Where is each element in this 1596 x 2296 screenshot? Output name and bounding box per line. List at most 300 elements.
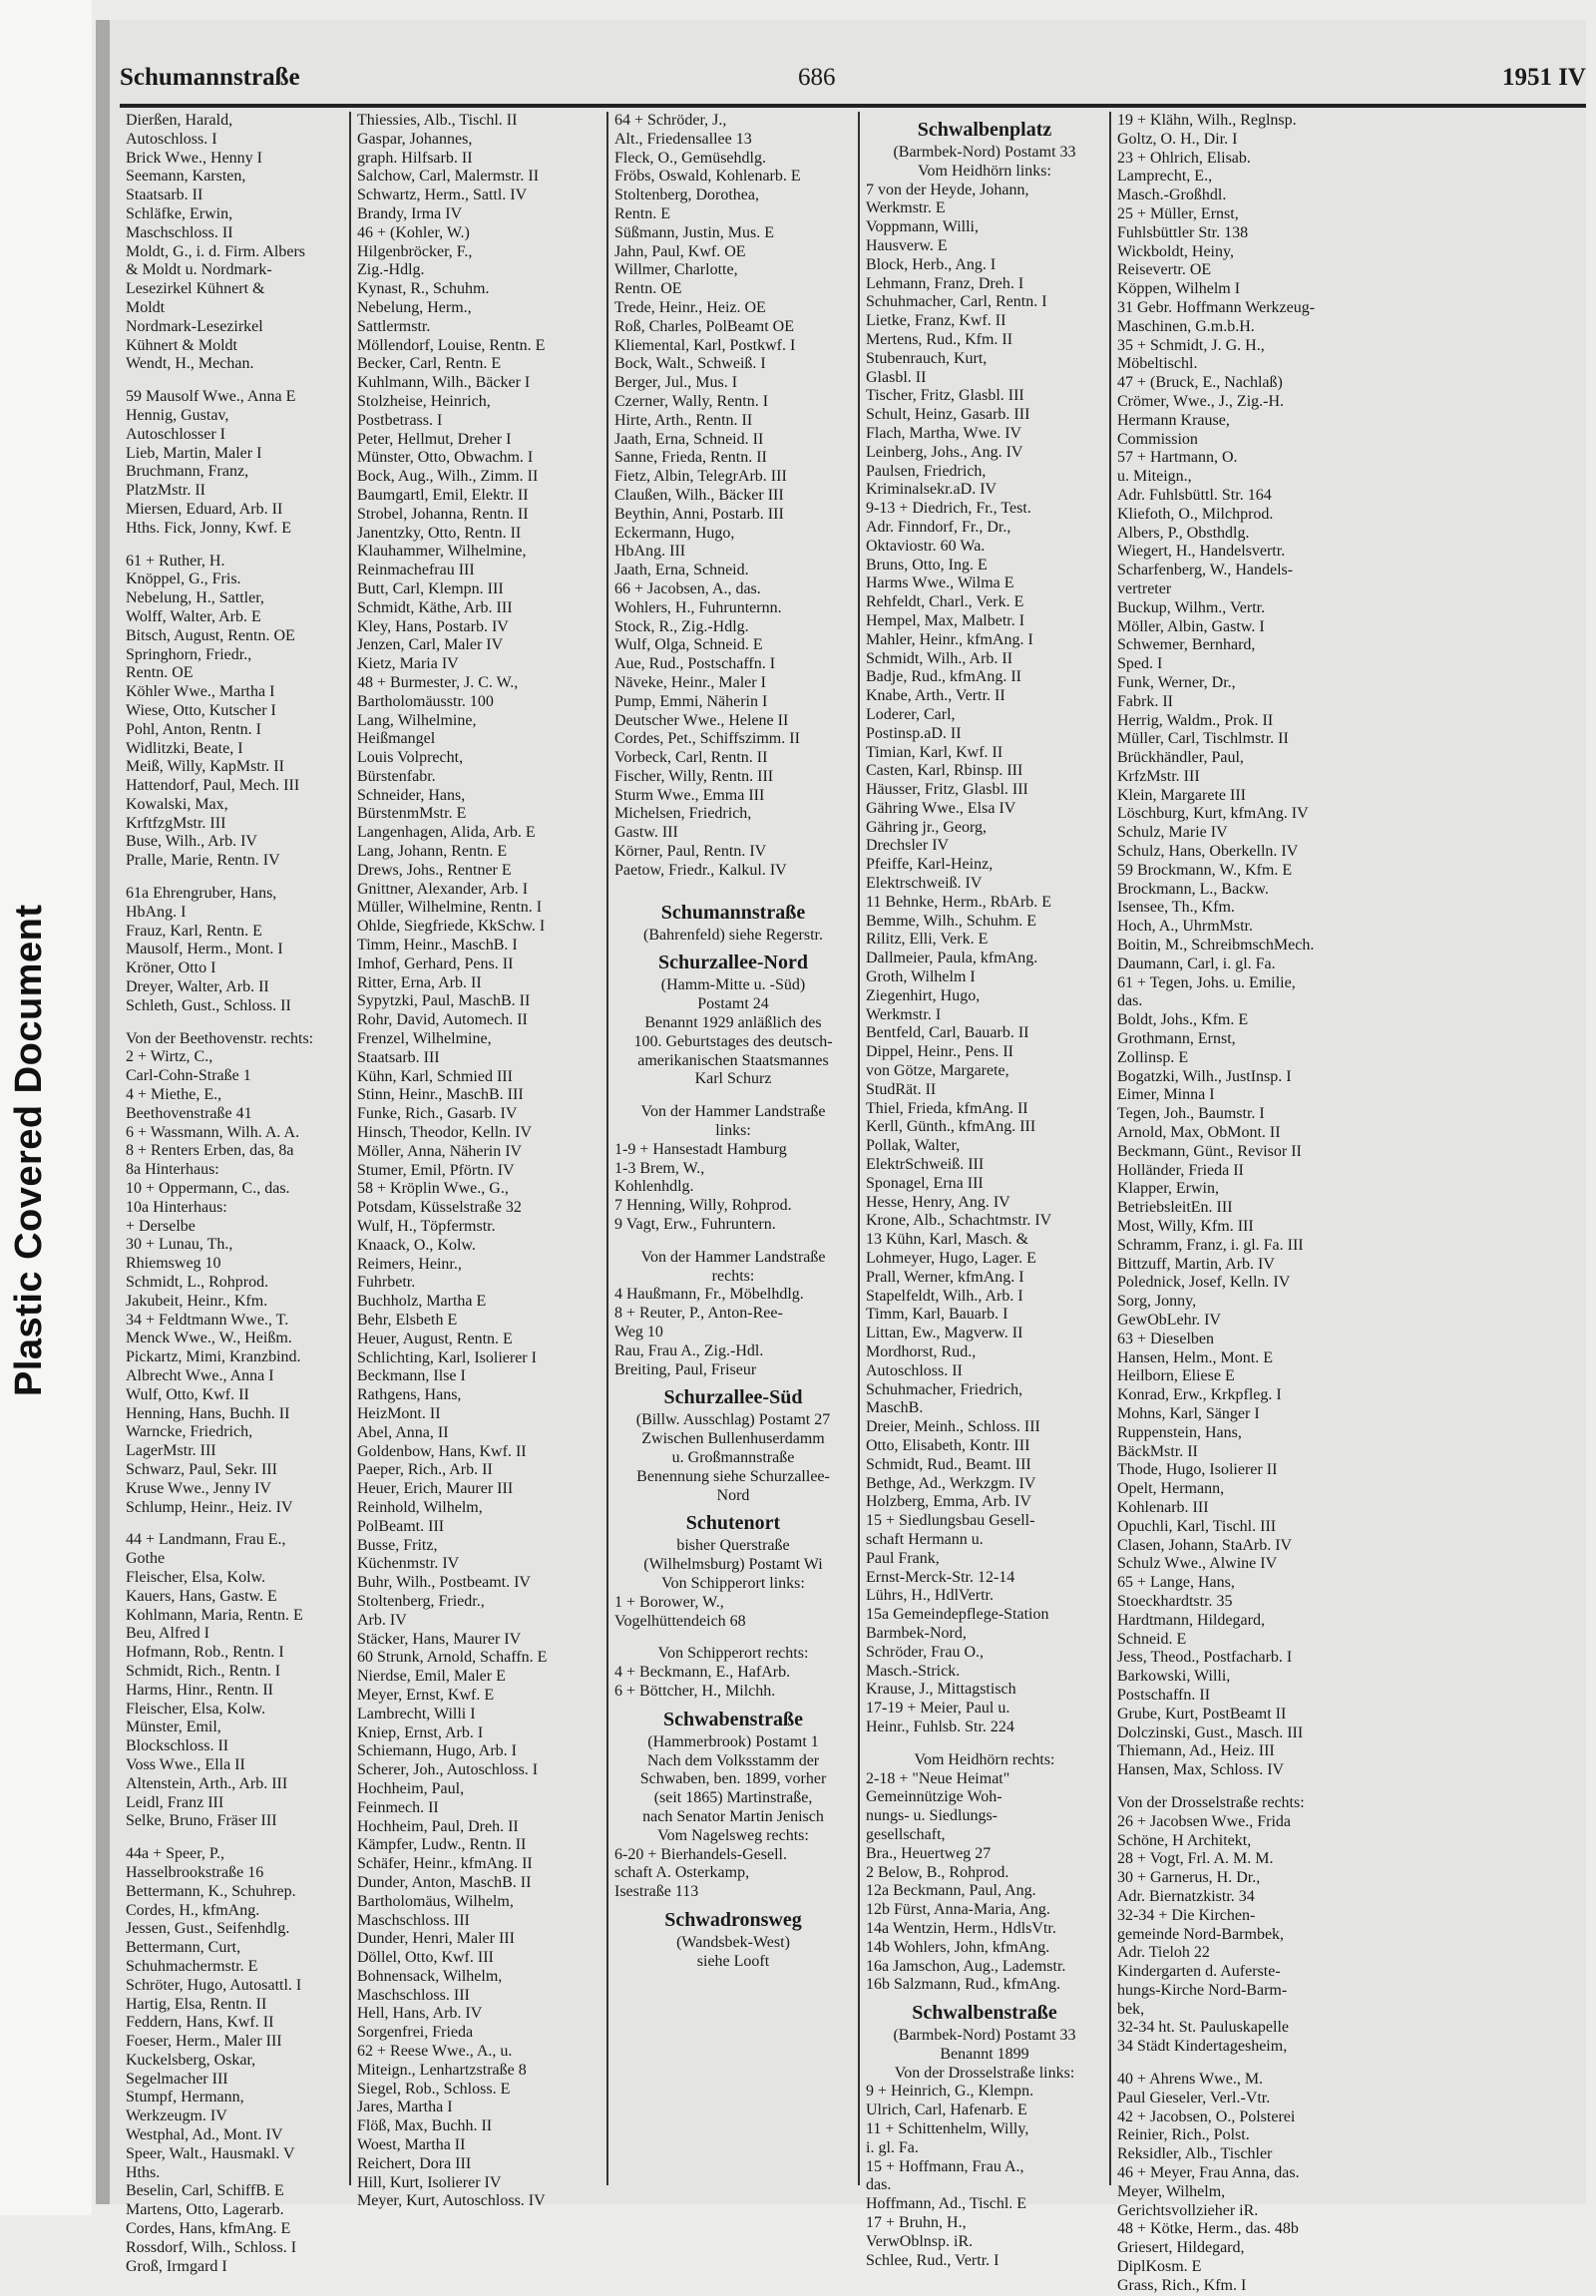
directory-entry: Kniep, Ernst, Arb. I xyxy=(357,1723,484,1741)
directory-entry: Jess, Theod., Postfacharb. I xyxy=(1117,1649,1293,1667)
directory-entry: 7 von der Heyde, Johann, xyxy=(866,181,1029,198)
directory-entry: Adr. Fuhlsbüttl. Str. 164 xyxy=(1117,486,1272,504)
street-note: (Hamm-Mitte u. -Süd) xyxy=(660,976,806,994)
directory-entry: 9-13 + Diedrich, Fr., Test. xyxy=(866,500,1031,518)
directory-entry: Daumann, Carl, i. gl. Fa. xyxy=(1117,955,1276,972)
directory-entry: Hochheim, Paul, xyxy=(357,1779,465,1797)
directory-entry: 16a Jamschon, Aug., Lademstr. xyxy=(866,1957,1066,1975)
directory-entry: Löschburg, Kurt, kfmAng. IV xyxy=(1117,805,1309,823)
directory-entry: Baumgartl, Emil, Elektr. II xyxy=(357,486,529,504)
directory-entry: 35 + Schmidt, J. G. H., xyxy=(1117,336,1265,354)
directory-entry: Bohnensack, Wilhelm, xyxy=(357,1967,503,1985)
directory-entry: Müller, Carl, Tischlmstr. II xyxy=(1117,730,1289,748)
directory-entry: 61 + Ruther, H. xyxy=(126,552,225,570)
directory-entry: Gähring Wwe., Elsa IV xyxy=(866,799,1016,817)
directory-entry: Beythin, Anni, Postarb. III xyxy=(614,505,784,523)
directory-entry: 10a Hinterhaus: xyxy=(126,1198,227,1216)
directory-entry: Dreier, Meinh., Schloss. III xyxy=(866,1418,1040,1436)
directory-entry: 2 + Wirtz, C., xyxy=(126,1048,213,1066)
street-heading: Schurzallee-Nord xyxy=(658,952,808,974)
street-note: links: xyxy=(715,1122,751,1140)
directory-entry: Scherer, Joh., Autoschloss. I xyxy=(357,1761,539,1779)
directory-entry: Kietz, Maria IV xyxy=(357,655,459,673)
directory-entry: 15 + Hoffmann, Frau A., xyxy=(866,2157,1024,2175)
directory-entry: 42 + Jacobsen, O., Polsterei xyxy=(1117,2107,1296,2125)
directory-entry: Hoffmann, Ad., Tischl. E xyxy=(866,2195,1027,2213)
column-5 xyxy=(1111,112,1367,2294)
directory-entry: Boitin, M., SchreibmschMech. xyxy=(1117,937,1315,955)
directory-entry: Most, Willy, Kfm. III xyxy=(1117,1218,1254,1236)
directory-entry: Kowalski, Max, xyxy=(126,795,228,813)
directory-entry: Heuer, August, Rentn. E xyxy=(357,1330,513,1347)
street-note: bisher Querstraße xyxy=(676,1537,790,1555)
directory-entry: Foeser, Herm., Maler III xyxy=(126,2033,282,2051)
directory-entry: Konrad, Erw., Krkpfleg. I xyxy=(1117,1386,1282,1404)
directory-entry: 47 + (Bruck, E., Nachlaß) xyxy=(1117,374,1283,392)
directory-entry: Weg 10 xyxy=(614,1324,663,1341)
directory-entry: Reinmachefrau III xyxy=(357,562,475,579)
directory-entry: Bethge, Ad., Werkzgm. IV xyxy=(866,1474,1036,1492)
directory-entry: Cordes, Hans, kfmAng. E xyxy=(126,2220,291,2238)
directory-entry: Von der Drosselstraße rechts: xyxy=(1117,1793,1305,1811)
directory-entry: Rentn. OE xyxy=(614,280,682,298)
directory-entry: Bogatzki, Wilh., JustInsp. I xyxy=(1117,1067,1292,1085)
directory-entry: Herrig, Waldm., Prok. II xyxy=(1117,711,1274,729)
directory-entry: Knöppel, G., Fris. xyxy=(126,571,241,588)
directory-entry: Hartig, Elsa, Rentn. II xyxy=(126,1995,267,2013)
scanner-margin xyxy=(0,0,92,2215)
directory-entry: Sturm Wwe., Emma III xyxy=(614,786,765,804)
directory-entry: Imhof, Gerhard, Pens. II xyxy=(357,955,514,972)
directory-entry: Wickboldt, Heiny, xyxy=(1117,242,1234,260)
directory-entry: Heuer, Erich, Maurer III xyxy=(357,1480,514,1498)
directory-entry: Schläfke, Erwin, xyxy=(126,204,233,222)
directory-entry: Kley, Hans, Postarb. IV xyxy=(357,617,509,635)
directory-entry: Münster, Emil, xyxy=(126,1719,221,1736)
directory-entry: Brockmann, L., Backw. xyxy=(1117,880,1269,898)
directory-entry: Speer, Walt., Hausmakl. V xyxy=(126,2144,295,2162)
directory-entry: Harms Wwe., Wilma E xyxy=(866,574,1014,592)
directory-entry: Vogelhüttendeich 68 xyxy=(614,1612,746,1630)
directory-entry: 44 + Landmann, Frau E., xyxy=(126,1531,286,1549)
directory-entry: Hermann Krause, xyxy=(1117,411,1230,429)
directory-entry: Schwartz, Herm., Sattl. IV xyxy=(357,187,528,204)
directory-entry: Döllel, Otto, Kwf. III xyxy=(357,1949,494,1967)
directory-entry: 57 + Hartmann, O. xyxy=(1117,449,1238,467)
directory-entry: LagerMstr. III xyxy=(126,1442,216,1460)
directory-entry: Otto, Elisabeth, Kontr. III xyxy=(866,1436,1030,1454)
directory-entry: Lietke, Franz, Kwf. II xyxy=(866,312,1006,330)
directory-entry: Wohlers, H., Fuhrunternn. xyxy=(614,598,782,616)
directory-entry: Michelsen, Friedrich, xyxy=(614,805,752,823)
directory-entry: Frenzel, Wilhelmine, xyxy=(357,1030,492,1048)
directory-entry: Nierdse, Emil, Maler E xyxy=(357,1668,506,1686)
directory-entry: Knaack, O., Kolw. xyxy=(357,1236,476,1254)
directory-entry: Schwemer, Bernhard, xyxy=(1117,636,1256,654)
directory-entry: 34 Städt Kindertagesheim, xyxy=(1117,2038,1288,2056)
street-note: siehe Looft xyxy=(696,1952,770,1970)
directory-entry: Reisevertr. OE xyxy=(1117,261,1212,279)
directory-entry: hungs-Kirche Nord-Barm- xyxy=(1117,1981,1288,1999)
directory-entry: 6-20 + Bierhandels-Gesell. xyxy=(614,1845,787,1863)
directory-entry: 10 + Oppermann, C., das. xyxy=(126,1180,290,1198)
directory-entry: Näveke, Heinr., Maler I xyxy=(614,673,766,691)
directory-entry: Langenhagen, Alida, Arb. E xyxy=(357,824,536,842)
directory-entry: nungs- u. Siedlungs- xyxy=(866,1807,998,1825)
directory-entry: Staatsarb. III xyxy=(357,1048,440,1066)
directory-entry: Maschinen, G.m.b.H. xyxy=(1117,317,1255,335)
directory-entry: Feinmech. II xyxy=(357,1798,439,1816)
directory-entry: Pollak, Walter, xyxy=(866,1137,961,1155)
directory-entry: Moldt, G., i. d. Firm. Albers xyxy=(126,242,306,260)
directory-entry: Bartholomäus, Wilhelm, xyxy=(357,1892,514,1910)
street-note: Von Schipperort links: xyxy=(661,1574,805,1592)
directory-entry: Möllendorf, Louise, Rentn. E xyxy=(357,336,546,354)
directory-entry: Scharfenberg, W., Handels- xyxy=(1117,562,1294,579)
directory-entry: Beselin, Carl, SchiffB. E xyxy=(126,2182,284,2200)
directory-entry: Schöne, H Architekt, xyxy=(1117,1831,1252,1849)
directory-entry: Meyer, Kurt, Autoschloss. IV xyxy=(357,2192,546,2210)
directory-entry: Bartholomäusstr. 100 xyxy=(357,692,494,710)
street-note: (Wandsbek-West) xyxy=(676,1933,790,1951)
directory-entry: Wiegert, H., Handelsvertr. xyxy=(1117,543,1286,561)
directory-entry: Kühn, Karl, Schmied III xyxy=(357,1067,513,1085)
directory-entry: 8 + Renters Erben, das, 8a xyxy=(126,1142,294,1160)
directory-entry: Barmbek-Nord, xyxy=(866,1624,967,1642)
directory-entry: Stinn, Heinr., MaschB. III xyxy=(357,1086,524,1104)
directory-entry: Funke, Rich., Gasarb. IV xyxy=(357,1105,518,1123)
directory-entry: Salchow, Carl, Malermstr. II xyxy=(357,168,540,186)
spacer xyxy=(866,1737,1103,1751)
directory-entry: Fleischer, Elsa, Kolw. xyxy=(126,1700,266,1718)
directory-entry: 14a Wentzin, Herm., HdlsVtr. xyxy=(866,1919,1056,1937)
directory-entry: Littan, Ew., Magverw. II xyxy=(866,1325,1023,1342)
street-note: Vom Nagelsweg rechts: xyxy=(657,1826,809,1844)
directory-entry: Schmidt, Wilh., Arb. II xyxy=(866,649,1013,667)
directory-entry: 8 + Reuter, P., Anton-Ree- xyxy=(614,1305,783,1323)
directory-entry: 40 + Ahrens Wwe., M. xyxy=(1117,2071,1264,2089)
directory-entry: Rilitz, Elli, Verk. E xyxy=(866,931,989,949)
directory-entry: Schuhmacher, Friedrich, xyxy=(866,1380,1023,1398)
street-note: u. Großmannstraße xyxy=(671,1449,795,1466)
directory-entry: Hasselbrookstraße 16 xyxy=(126,1863,264,1881)
directory-entry: Drechsler IV xyxy=(866,837,950,855)
directory-entry: Adr. Biernatzkistr. 34 xyxy=(1117,1887,1255,1905)
directory-entry: Adr. Tieloh 22 xyxy=(1117,1944,1210,1962)
directory-entry: 65 + Lange, Hans, xyxy=(1117,1574,1235,1592)
directory-entry: 63 + Dieselben xyxy=(1117,1330,1214,1347)
directory-entry: Flach, Martha, Wwe. IV xyxy=(866,424,1022,442)
directory-entry: Berger, Jul., Mus. I xyxy=(614,374,738,392)
directory-entry: Gaspar, Johannes, xyxy=(357,130,473,148)
directory-entry: Dreyer, Walter, Arb. II xyxy=(126,978,269,996)
directory-entry: Prall, Werner, kfmAng. I xyxy=(866,1268,1024,1286)
directory-entry: Butt, Carl, Klempn. III xyxy=(357,579,504,597)
directory-entry: Jahn, Paul, Kwf. OE xyxy=(614,242,746,260)
directory-entry: 59 Brockmann, W., Kfm. E xyxy=(1117,861,1293,879)
directory-entry: Lieb, Martin, Maler I xyxy=(126,444,262,462)
directory-entry: Schmidt, Käthe, Arb. III xyxy=(357,598,513,616)
directory-entry: Hesse, Henry, Ang. IV xyxy=(866,1193,1010,1211)
directory-entry: Groß, Irmgard I xyxy=(126,2257,227,2275)
directory-entry: Bra., Heuertweg 27 xyxy=(866,1844,992,1862)
directory-entry: Hths. xyxy=(126,2163,161,2181)
directory-entry: Mohns, Karl, Sänger I xyxy=(1117,1404,1260,1422)
directory-entry: Hardtmann, Hildegard, xyxy=(1117,1611,1265,1629)
directory-entry: Albrecht Wwe., Anna I xyxy=(126,1367,274,1384)
directory-entry: Rehfeldt, Charl., Verk. E xyxy=(866,593,1024,611)
directory-entry: Potsdam, Küsselstraße 32 xyxy=(357,1199,522,1217)
directory-entry: Stubenrauch, Kurt, xyxy=(866,349,988,367)
directory-entry: Clasen, Johann, StaArb. IV xyxy=(1117,1536,1293,1554)
directory-entry: Hansen, Helm., Mont. E xyxy=(1117,1348,1273,1366)
directory-entry: Münster, Otto, Obwachm. I xyxy=(357,449,534,467)
directory-entry: Griesert, Hildegard, xyxy=(1117,2239,1245,2257)
directory-entry: Abel, Anna, II xyxy=(357,1423,449,1441)
directory-entry: Holzberg, Emma, Arb. IV xyxy=(866,1493,1031,1511)
directory-entry: Mahler, Heinr., kfmAng. I xyxy=(866,630,1033,648)
directory-entry: Gothe xyxy=(126,1550,166,1568)
spacer xyxy=(126,1831,343,1845)
directory-entry: Buchholz, Martha E xyxy=(357,1293,487,1311)
directory-entry: Arb. IV xyxy=(357,1611,407,1629)
spacer xyxy=(614,1235,852,1249)
directory-entry: Schleth, Gust., Schloss. II xyxy=(126,996,291,1014)
directory-entry: Bettermann, Curt, xyxy=(126,1939,241,1957)
directory-entry: Loderer, Carl, xyxy=(866,705,956,723)
directory-entry: Mausolf, Herm., Mont. I xyxy=(126,941,283,958)
directory-entry: Breiting, Paul, Friseur xyxy=(614,1360,757,1378)
directory-entry: Timian, Karl, Kwf. II xyxy=(866,743,1003,761)
directory-entry: Hell, Hans, Arb. IV xyxy=(357,2005,483,2023)
directory-entry: Schramm, Franz, i. gl. Fa. III xyxy=(1117,1236,1304,1254)
directory-entry: Reimers, Heinr., xyxy=(357,1255,462,1273)
directory-entry: Fuhlsbüttler Str. 138 xyxy=(1117,223,1249,241)
directory-entry: Rohr, David, Automech. II xyxy=(357,1011,528,1029)
directory-entry: 31 Gebr. Hoffmann Werkzeug- xyxy=(1117,298,1316,316)
directory-entry: Kauers, Hans, Gastw. E xyxy=(126,1587,277,1605)
directory-entry: Ernst-Merck-Str. 12-14 xyxy=(866,1568,1015,1586)
directory-entry: 28 + Vogt, Frl. A. M. M. xyxy=(1117,1850,1274,1868)
directory-entry: Seemann, Karsten, xyxy=(126,168,246,186)
directory-entry: Kynast, R., Schuhm. xyxy=(357,280,490,298)
directory-entry: 6 + Wassmann, Wilh. A. A. xyxy=(126,1123,300,1141)
column-4 xyxy=(860,112,1111,2269)
directory-entry: VerwOblnsp. iR. xyxy=(866,2232,974,2250)
directory-entry: 1-3 Brem, W., xyxy=(614,1159,705,1177)
spacer xyxy=(614,1089,852,1103)
directory-entry: 34 + Feldtmann Wwe., T. xyxy=(126,1311,289,1329)
directory-entry: vertreter xyxy=(1117,579,1172,597)
directory-entry: Hofmann, Rob., Rentn. I xyxy=(126,1644,284,1662)
directory-entry: Maschschloss. III xyxy=(357,1911,470,1929)
directory-entry: Eckermann, Hugo, xyxy=(614,524,735,542)
directory-entry: Schwarz, Paul, Sekr. III xyxy=(126,1460,277,1478)
directory-entry: Lührs, H., HdlVertr. xyxy=(866,1587,994,1605)
directory-entry: Miersen, Eduard, Arb. II xyxy=(126,500,283,518)
directory-entry: Leidl, Franz III xyxy=(126,1793,224,1811)
directory-entry: Masch.-Großhdl. xyxy=(1117,187,1227,204)
directory-entry: HeizMont. II xyxy=(357,1404,441,1422)
directory-entry: Brandy, Irma IV xyxy=(357,204,463,222)
directory-entry: Carl-Cohn-Straße 1 xyxy=(126,1067,251,1085)
directory-entry: Menck Wwe., W., Heißm. xyxy=(126,1330,292,1347)
directory-entry: gesellschaft, xyxy=(866,1825,946,1843)
directory-entry: Schuhmachermstr. E xyxy=(126,1957,258,1975)
spacer xyxy=(126,871,343,885)
directory-entry: Commission xyxy=(1117,430,1198,448)
directory-entry: Peter, Hellmut, Dreher I xyxy=(357,430,512,448)
directory-entry: 19 + Klähn, Wilh., Reglnsp. xyxy=(1117,112,1297,129)
directory-entry: Pohl, Anton, Rentn. I xyxy=(126,720,262,738)
directory-entry: Fuhrbetr. xyxy=(357,1274,416,1292)
street-note: Von der Hammer Landstraße xyxy=(640,1248,826,1266)
directory-entry: Sattlermstr. xyxy=(357,317,431,335)
directory-entry: Wolff, Walter, Arb. E xyxy=(126,607,261,625)
directory-entry: Zig.-Hdlg. xyxy=(357,261,425,279)
directory-entry: Blockschloss. II xyxy=(126,1737,229,1755)
directory-entry: Goldenbow, Hans, Kwf. II xyxy=(357,1442,527,1460)
directory-entry: Stock, R., Zig.-Hdlg. xyxy=(614,617,749,635)
directory-entry: 48 + Burmester, J. C. W., xyxy=(357,673,519,691)
directory-entry: 12a Beckmann, Paul, Ang. xyxy=(866,1882,1036,1900)
directory-entry: Schlump, Heinr., Heiz. IV xyxy=(126,1498,293,1516)
directory-entry: Harms, Hinr., Rentn. II xyxy=(126,1681,273,1699)
header-street: Schumannstraße xyxy=(120,64,300,91)
street-note: Benennung siehe Schurzallee- xyxy=(636,1467,830,1485)
directory-entry: KrfzMstr. III xyxy=(1117,767,1200,785)
directory-entry: Oktaviostr. 60 Wa. xyxy=(866,537,986,555)
directory-entry: Hill, Kurt, Isolierer IV xyxy=(357,2173,502,2191)
directory-entry: 32-34 + Die Kirchen- xyxy=(1117,1906,1256,1924)
directory-entry: Heilborn, Eliese E xyxy=(1117,1367,1235,1385)
directory-entry: Jaath, Erna, Schneid. xyxy=(614,562,749,579)
directory-entry: Köppen, Wilhelm I xyxy=(1117,280,1241,298)
directory-entry: Kliemental, Karl, Postkwf. I xyxy=(614,336,796,354)
directory-entry: 25 + Müller, Ernst, xyxy=(1117,204,1239,222)
directory-entry: 4 + Miethe, E., xyxy=(126,1086,222,1104)
directory-entry: Timm, Karl, Bauarb. I xyxy=(866,1306,1008,1324)
directory-entry: Autoschloss. I xyxy=(126,130,217,148)
spacer xyxy=(126,539,343,553)
column-1 xyxy=(120,112,351,2275)
street-note: Von der Hammer Landstraße xyxy=(640,1103,826,1121)
directory-entry: Adr. Finndorf, Fr., Dr., xyxy=(866,518,1011,536)
directory-entry: Müller, Wilhelmine, Rentn. I xyxy=(357,899,543,917)
directory-entry: Beethovenstraße 41 xyxy=(126,1104,252,1122)
directory-entry: Hinsch, Theodor, Kelln. IV xyxy=(357,1124,533,1142)
directory-entry: Stäcker, Hans, Maurer IV xyxy=(357,1630,522,1648)
directory-entry: Martens, Otto, Lagerarb. xyxy=(126,2201,284,2219)
directory-entry: Beckmann, Günt., Revisor II xyxy=(1117,1142,1302,1160)
directory-entry: Lesezirkel Kühnert & xyxy=(126,280,265,298)
directory-entry: 14b Wohlers, John, kfmAng. xyxy=(866,1938,1050,1956)
directory-entry: MaschB. xyxy=(866,1399,924,1417)
directory-entry: Sponagel, Erna III xyxy=(866,1174,984,1192)
directory-entry: Bock, Aug., Wilh., Zimm. II xyxy=(357,468,539,486)
street-heading: Schwalbenstraße xyxy=(912,2002,1057,2025)
directory-entry: HbAng. III xyxy=(614,543,686,561)
directory-entry: 8a Hinterhaus: xyxy=(126,1161,219,1179)
directory-entry: Czerner, Wally, Rentn. I xyxy=(614,392,769,410)
directory-entry: Drews, Johs., Rentner E xyxy=(357,861,512,879)
directory-entry: Busse, Fritz, xyxy=(357,1536,438,1554)
street-note: (Billw. Ausschlag) Postamt 27 xyxy=(635,1411,831,1429)
directory-entry: Möller, Anna, Näherin IV xyxy=(357,1142,523,1160)
directory-entry: & Moldt u. Nordmark- xyxy=(126,261,272,279)
directory-entry: Lang, Wilhelmine, xyxy=(357,711,477,729)
directory-entry: Dolczinski, Gust., Masch. III xyxy=(1117,1723,1304,1741)
directory-entry: Schröter, Hugo, Autosattl. I xyxy=(126,1976,302,1994)
directory-entry: Pralle, Marie, Rentn. IV xyxy=(126,852,280,870)
directory-entry: 61 + Tegen, Johs. u. Emilie, xyxy=(1117,973,1296,991)
directory-entry: Casten, Karl, Rbinsp. III xyxy=(866,762,1023,780)
directory-entry: Moldt xyxy=(126,298,166,316)
directory-entry: Grass, Rich., Kfm. I xyxy=(1117,2276,1247,2294)
directory-entry: Möller, Albin, Gastw. I xyxy=(1117,617,1265,635)
directory-entry: Thode, Hugo, Isolierer II xyxy=(1117,1461,1278,1479)
street-note: Zwischen Bullenhuserdamm xyxy=(641,1430,825,1448)
directory-columns xyxy=(120,112,1586,2294)
directory-entry: HbAng. I xyxy=(126,903,187,921)
directory-entry: Heißmangel xyxy=(357,730,436,748)
directory-entry: Pump, Emmi, Näherin I xyxy=(614,692,768,710)
directory-entry: Deutscher Wwe., Helene II xyxy=(614,711,789,729)
directory-entry: Kohlenarb. III xyxy=(1117,1498,1209,1516)
directory-entry: 46 + Meyer, Frau Anna, das. xyxy=(1117,2164,1300,2182)
directory-entry: 60 Strunk, Arnold, Schaffn. E xyxy=(357,1649,548,1667)
directory-entry: Heinr., Fuhlsb. Str. 224 xyxy=(866,1718,1014,1735)
directory-entry: Köhler Wwe., Martha I xyxy=(126,683,275,701)
directory-entry: Hilgenbröcker, F., xyxy=(357,242,473,260)
directory-entry: Tegen, Joh., Baumstr. I xyxy=(1117,1105,1265,1123)
directory-entry: 1-9 + Hansestadt Hamburg xyxy=(614,1140,787,1158)
directory-entry: Kuhlmann, Wilh., Bäcker I xyxy=(357,374,531,392)
directory-entry: 62 + Reese Wwe., A., u. xyxy=(357,2043,513,2061)
directory-entry: Kriminalsekr.aD. IV xyxy=(866,481,998,499)
directory-entry: Schröder, Frau O., xyxy=(866,1643,984,1661)
directory-entry: Boldt, Johs., Kfm. E xyxy=(1117,1011,1249,1029)
directory-entry: Gemeinnützige Woh- xyxy=(866,1788,1002,1806)
directory-entry: Jaath, Erna, Schneid. II xyxy=(614,430,764,448)
directory-entry: Stoltenberg, Friedr., xyxy=(357,1592,485,1610)
directory-entry: Roß, Charles, PolBeamt OE xyxy=(614,317,794,335)
directory-entry: Rau, Frau A., Zig.-Hdl. xyxy=(614,1341,764,1359)
directory-entry: Pfeiffe, Karl-Heinz, xyxy=(866,856,994,874)
directory-entry: Knabe, Arth., Vertr. II xyxy=(866,687,1005,705)
directory-entry: Maschschloss. III xyxy=(357,1986,470,2004)
directory-entry: Dierßen, Harald, xyxy=(126,112,233,129)
directory-entry: Bettermann, K., Schuhrep. xyxy=(126,1882,296,1900)
directory-entry: Stumpf, Hermann, xyxy=(126,2089,244,2106)
directory-entry: schaft A. Osterkamp, xyxy=(614,1864,750,1882)
directory-entry: Stumer, Emil, Pförtn. IV xyxy=(357,1161,515,1179)
directory-entry: Aue, Rud., Postschaffn. I xyxy=(614,655,776,673)
directory-entry: Schlichting, Karl, Isolierer I xyxy=(357,1348,537,1366)
directory-entry: Paetow, Friedr., Kalkul. IV xyxy=(614,861,787,879)
directory-entry: Kliefoth, O., Milchprod. xyxy=(1117,505,1274,523)
directory-entry: Lang, Johann, Rentn. E xyxy=(357,843,508,861)
directory-entry: Rathgens, Hans, xyxy=(357,1386,462,1404)
directory-entry: Von der Beethovenstr. rechts: xyxy=(126,1029,314,1047)
column-2 xyxy=(351,112,608,2210)
directory-entry: Gerichtsvollzieher iR. xyxy=(1117,2201,1259,2219)
directory-entry: Janentzky, Otto, Rentn. II xyxy=(357,524,522,542)
directory-entry: Körner, Paul, Rentn. IV xyxy=(614,843,767,861)
directory-entry: Küchenmstr. IV xyxy=(357,1555,460,1573)
directory-entry: 58 + Kröplin Wwe., G., xyxy=(357,1180,509,1198)
directory-entry: 30 + Lunau, Th., xyxy=(126,1236,233,1254)
